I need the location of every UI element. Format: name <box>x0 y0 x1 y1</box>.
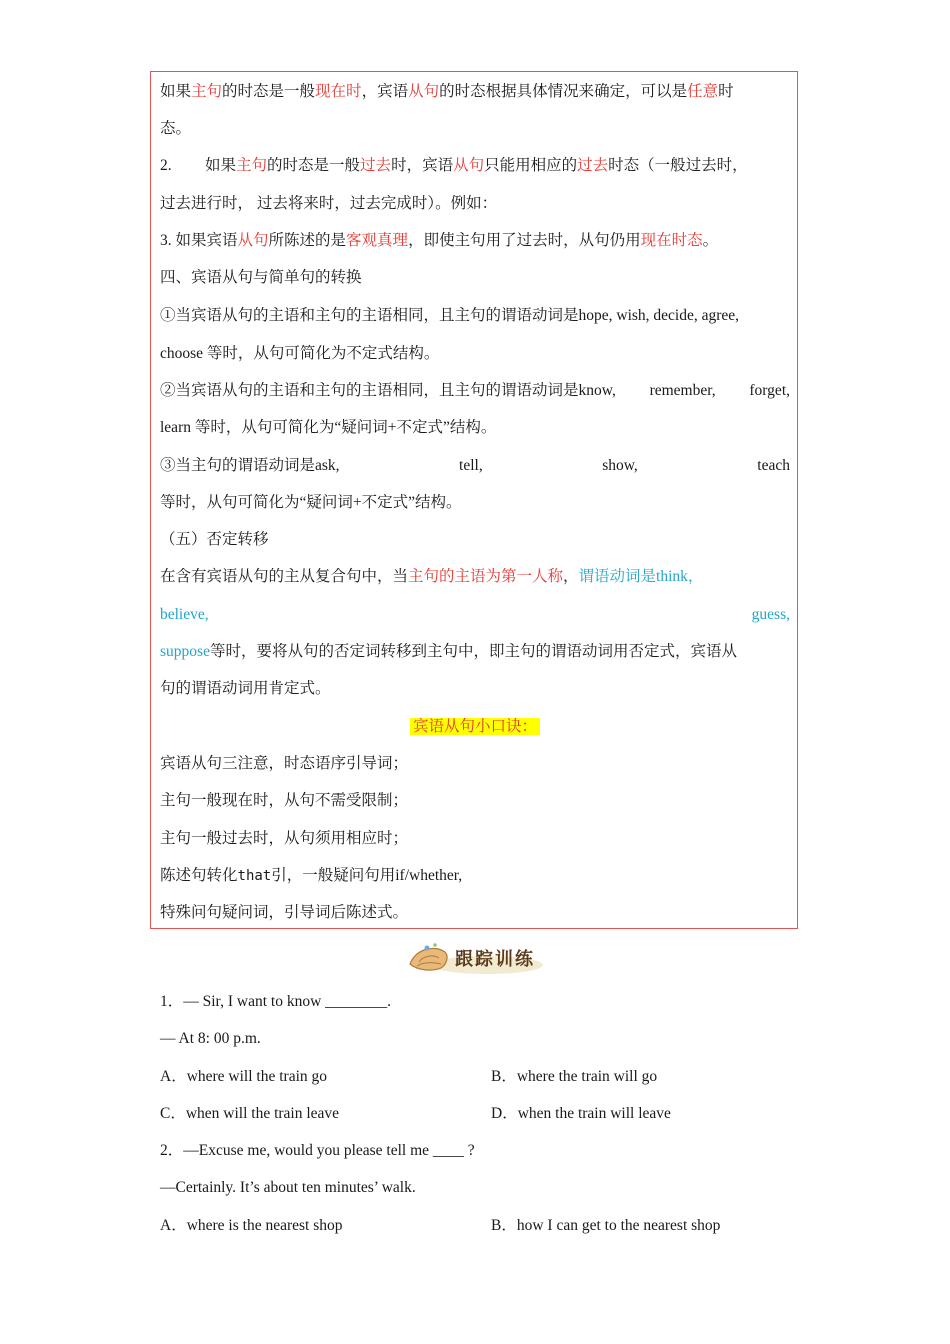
option-2a: A．where is the nearest shop <box>160 1217 343 1234</box>
section-4-p1a: ①当宾语从句的主语和主句的主语相同，且主句的谓语动词是hope, wish, decide, agree, <box>160 307 740 324</box>
practice-banner-title: 跟踪训练 <box>455 949 535 970</box>
rhyme-line-4: 陈述句转化that引，一般疑问句用if/whether, <box>160 867 463 884</box>
practice-banner <box>405 938 545 978</box>
question-1: 1．— Sir, I want to know ________. <box>160 993 392 1010</box>
option-1d: D．when the train will leave <box>491 1105 671 1122</box>
rule-line-1: 如果主句的时态是一般现在时，宾语从句的时态根据具体情况来确定，可以是任意时 <box>160 83 734 100</box>
section-4-p3b: 等时，从句可简化为“疑问词+不定式”结构。 <box>160 494 462 511</box>
section-5-l1: 在含有宾语从句的主从复合句中，当主句的主语为第一人称，谓语动词是think， <box>160 568 704 585</box>
option-1c: C．when will the train leave <box>160 1105 340 1122</box>
rule-line-2: 态。 <box>160 120 192 137</box>
rule-line-4: 过去进行时， 过去将来时，过去完成时）。例如： <box>160 195 498 212</box>
section-5-l3: suppose等时，要将从句的否定词转移到主句中，即主句的谓语动词用否定式，宾语从 <box>160 643 737 660</box>
question-2: 2．—Excuse me, would you please tell me ____ ? <box>160 1142 475 1159</box>
section-4-p1b: choose 等时，从句可简化为不定式结构。 <box>160 345 440 362</box>
option-2b: B．how I can get to the nearest shop <box>491 1217 721 1234</box>
option-1a: A．where will the train go <box>160 1068 328 1085</box>
rule-line-5: 3. 如果宾语从句所陈述的是客观真理，即使主句用了过去时，从句仍用现在时态。 <box>160 232 719 249</box>
section-4-p2a: ②当宾语从句的主语和主句的主语相同，且主句的谓语动词是know, remember, forget, <box>160 382 790 399</box>
section-5-l2: believe, guess, <box>160 606 790 623</box>
rule-line-3: 2. 如果主句的时态是一般过去时，宾语从句只能用相应的过去时态（一般过去时， <box>160 157 748 174</box>
section-5-l4: 句的谓语动词用肯定式。 <box>160 680 331 697</box>
rhyme-line-3: 主句一般过去时，从句须用相应时； <box>160 830 409 847</box>
question-1-answer: — At 8: 00 p.m. <box>160 1030 261 1047</box>
rhyme-line-2: 主句一般现在时，从句不需受限制； <box>160 792 409 809</box>
question-2-answer: —Certainly. It’s about ten minutes’ walk. <box>160 1179 416 1196</box>
rhyme-line-5: 特殊问句疑问词，引导词后陈述式。 <box>160 904 409 921</box>
rhyme-title: 宾语从句小口诀： <box>160 717 790 737</box>
section-5-title: （五）否定转移 <box>160 531 269 548</box>
section-4-p3a: ③当主句的谓语动词是ask, tell, show, teach <box>160 457 790 474</box>
option-1b: B．where the train will go <box>491 1068 658 1085</box>
section-4-title: 四、宾语从句与简单句的转换 <box>160 269 362 286</box>
rhyme-line-1: 宾语从句三注意，时态语序引导词； <box>160 755 409 772</box>
section-4-p2b: learn 等时，从句可简化为“疑问词+不定式”结构。 <box>160 419 497 436</box>
